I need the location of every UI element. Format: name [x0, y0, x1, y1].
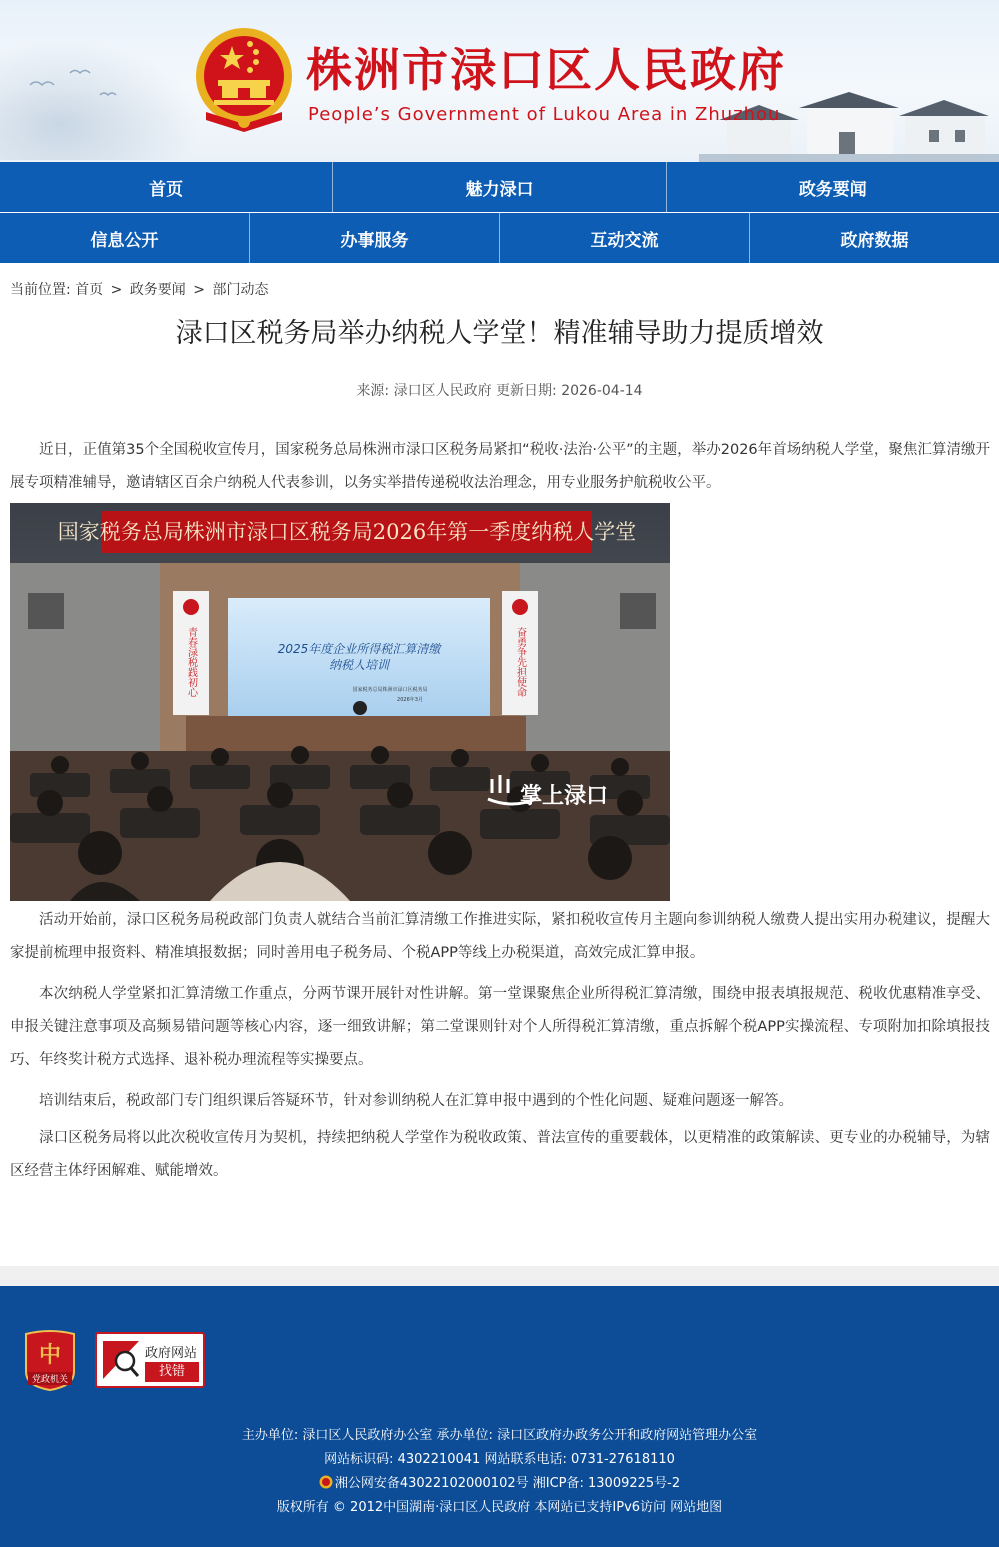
breadcrumb-department-link[interactable]: 部门动态 — [212, 282, 269, 298]
main-nav-row-1 — [0, 162, 999, 212]
article-paragraph: 活动开始前，渌口区税务局税政部门负责人就结合当前汇算清缴工作推进实际，紧扣税收宣传月主题向参训纳税人缴费人提出实用办税建议，提醒大家提前梳理申报资料、精准填报数据；同时善用电子税务局、个税APP等线上办税渠道，高效完成汇算申报。 — [10, 912, 990, 961]
photo-screen-line-1: 2025年度企业所得税汇算清缴 — [277, 642, 441, 656]
gov-website-error-report-button[interactable] — [95, 1332, 205, 1388]
photo-screen-small: 国家税务总局株洲市渌口区税务局 — [352, 687, 428, 693]
breadcrumb-news-link[interactable]: 政务要闻 — [129, 282, 186, 298]
nav-item-services[interactable]: 办事服务 — [250, 213, 500, 263]
article-paragraph: 本次纳税人学堂紧扣汇算清缴工作重点，分两节课开展针对性讲解。第一堂课聚焦企业所得税汇算清缴，围绕申报表填报规范、税收优惠精准享受、申报关键注意事项及高频易错问题等核心内容，逐一细致讲解；第二堂课则针对个人所得税汇算清缴，重点拆解个税APP实操流程、专项附加扣除填报技巧、年终奖计税方式选择、退补税办理流程等实操要点。 — [10, 986, 990, 1068]
police-badge-icon — [319, 1475, 333, 1489]
article-paragraph: 培训结束后，税政部门专门组织课后答疑环节，针对参训纳税人在汇算申报中遇到的个性化问题、疑难问题逐一解答。 — [39, 1093, 793, 1109]
main-nav-row-2 — [0, 213, 999, 263]
nav-item-home[interactable]: 首页 — [0, 162, 333, 212]
party-gov-badge-label: 党政机关 — [31, 1375, 69, 1385]
nav-item-info-disclosure[interactable]: 信息公开 — [0, 213, 250, 263]
photo-banner-text: 国家税务总局株洲市渌口区税务局2026年第一季度纳税人学堂 — [57, 520, 637, 544]
breadcrumb-home-link[interactable]: 首页 — [75, 282, 104, 298]
magnifier-error-icon — [101, 1339, 141, 1381]
photo-right-poster: 奋勇争先担使命 — [514, 627, 526, 697]
birds-decoration — [20, 55, 140, 115]
breadcrumb — [10, 279, 268, 299]
gov-website-label: 政府网站 — [145, 1346, 198, 1361]
header-banner — [0, 0, 999, 162]
article-paragraph: 近日，正值第35个全国税收宣传月，国家税务总局株洲市渌口区税务局紧扣“税收·法治·公平”的主题，举办2026年首场纳税人学堂，聚焦汇算清缴开展专项精准辅导，邀请辖区百余户纳税人代表参训，以务实举措传递税收法治理念，用专业服务护航税收公平。 — [10, 442, 990, 491]
site-subtitle: People’s Government of Lukou Area in Zhuzhou — [308, 104, 781, 125]
footer-top-strip — [0, 1266, 999, 1286]
breadcrumb-separator: > — [110, 282, 123, 298]
svg-text:中: 中 — [38, 1342, 62, 1368]
breadcrumb-prefix: 当前位置: — [10, 282, 71, 298]
nav-item-charm-lukou[interactable]: 魅力渌口 — [333, 162, 666, 212]
photo-watermark: 掌上渌口 — [520, 783, 609, 809]
footer-copyright: 版权所有 © 2012中国湖南·渌口区人民政府 本网站已支持IPv6访问 网站地图 — [276, 1500, 723, 1515]
site-title: 株洲市渌口区人民政府 — [306, 43, 786, 97]
photo-screen-line-2: 纳税人培训 — [328, 658, 390, 672]
article-title: 渌口区税务局举办纳税人学堂！精准辅导助力提质增效 — [175, 318, 824, 349]
footer-organizer: 主办单位: 渌口区人民政府办公室 承办单位: 渌口区政府办政务公开和政府网站管理办公室 — [241, 1428, 758, 1443]
training-hall-photo — [10, 503, 670, 901]
photo-screen-date: 2026年3月 — [397, 697, 423, 703]
nav-item-gov-data[interactable]: 政府数据 — [840, 230, 909, 251]
photo-left-poster: 青春渌税践初心 — [185, 627, 197, 697]
footer-icp — [0, 1472, 999, 1491]
national-emblem-icon — [192, 24, 296, 136]
article-meta: 来源: 渌口区人民政府 更新日期: 2026-04-14 — [356, 383, 643, 399]
nav-item-interaction[interactable]: 互动交流 — [500, 213, 750, 263]
breadcrumb-separator: > — [193, 282, 205, 298]
footer-site-id: 网站标识码: 4302210041 网站联系电话: 0731-27618110 — [324, 1452, 675, 1467]
article-photo — [10, 503, 670, 901]
article-paragraph: 渌口区税务局将以此次税收宣传月为契机，持续把纳税人学堂作为税收政策、普法宣传的重要载体，以更精准的政策解读、更专业的办税辅导，为辖区经营主体纾困解难、赋能增效。 — [10, 1130, 990, 1179]
footer-icp-text[interactable]: 湘公网安备43022102000102号 湘ICP备: 13009225号-2 — [334, 1476, 681, 1491]
party-gov-agency-badge-icon[interactable] — [22, 1328, 78, 1392]
find-error-label: 找错 — [145, 1362, 199, 1382]
nav-item-government-news[interactable]: 政务要闻 — [798, 179, 867, 200]
